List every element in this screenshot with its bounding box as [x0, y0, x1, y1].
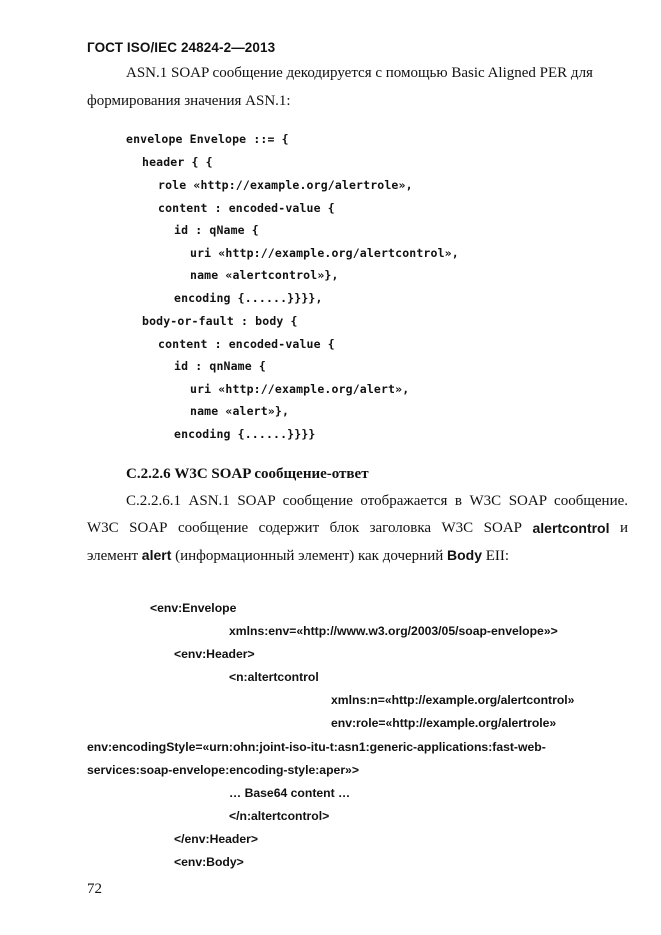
xml-code-line: env:role=«http://example.org/alertrole»	[331, 716, 557, 730]
xml-code-line: <env:Envelope	[150, 601, 237, 615]
section-para-line-1: С.2.2.6.1 ASN.1 SOAP сообщение отображается в W3C SOAP сообщение.	[126, 493, 628, 509]
xml-code-line: <n:altertcontrol	[229, 670, 319, 684]
para-word: сообщение	[177, 520, 249, 536]
asn-code-line: role «http://example.org/alertrole»,	[158, 178, 413, 192]
page-number: 72	[87, 881, 102, 897]
xml-code-line: xmlns:n=«http://example.org/alertcontrol»	[331, 693, 575, 707]
standard-header: ГОСТ ISO/IEC 24824-2—2013	[87, 40, 276, 55]
xml-code-line: <env:Body>	[174, 855, 244, 869]
xml-code-line: services:soap-envelope:encoding-style:aper»>	[87, 763, 359, 777]
intro-line-1: ASN.1 SOAP сообщение декодируется с помощью Basic Aligned PER для	[126, 65, 593, 81]
para-word-alertcontrol: alertcontrol	[532, 520, 610, 536]
xml-code-line: <env:Header>	[174, 647, 255, 661]
para-text: элемент	[87, 548, 139, 564]
xml-code-line: xmlns:env=«http://www.w3.org/2003/05/soap-envelope»>	[229, 624, 558, 638]
xml-code-line: … Base64 content …	[229, 786, 351, 800]
asn-code-line: uri «http://example.org/alertcontrol»,	[190, 246, 459, 260]
para-word: SOAP	[483, 520, 523, 536]
para-text: EII:	[485, 548, 510, 564]
asn-code-line: id : qnName {	[174, 359, 266, 373]
para-word: содержит	[258, 520, 320, 536]
asn-code-line: header { {	[142, 155, 213, 169]
para-word: и	[619, 520, 628, 536]
section-heading: С.2.2.6 W3C SOAP сообщение-ответ	[126, 466, 369, 482]
para-text: (информационный элемент) как дочерний	[175, 548, 444, 564]
asn-code-line: envelope Envelope ::= {	[126, 132, 289, 146]
asn-code-line: name «alert»},	[190, 404, 290, 418]
asn-code-line: content : encoded-value {	[158, 337, 335, 351]
para-word-alert: alert	[141, 547, 172, 563]
asn-code-line: uri «http://example.org/alert»,	[190, 382, 410, 396]
para-word: W3C	[441, 520, 474, 536]
asn-code-line: encoding {......}}}},	[174, 291, 323, 305]
section-para-line-3	[87, 548, 509, 564]
asn-code-line: encoding {......}}}}	[174, 427, 316, 441]
intro-line-2: формирования значения ASN.1:	[87, 93, 291, 109]
asn-code-line: content : encoded-value {	[158, 201, 335, 215]
para-word: заголовка	[369, 520, 432, 536]
xml-code-line: </env:Header>	[174, 832, 259, 846]
asn-code-line: name «alertcontrol»},	[190, 268, 339, 282]
section-para-line-2	[87, 520, 628, 537]
asn-code-line: body-or-fault : body {	[142, 314, 298, 328]
xml-code-line: env:encodingStyle=«urn:ohn:joint-iso-itu-t:asn1:generic-applications:fast-web-	[87, 740, 546, 754]
para-word-body: Body	[447, 547, 482, 563]
xml-code-line: </n:altertcontrol>	[229, 809, 330, 823]
para-word: SOAP	[129, 520, 168, 536]
para-word: W3C	[87, 520, 119, 536]
para-word: блок	[329, 520, 360, 536]
asn-code-line: id : qName {	[174, 223, 259, 237]
